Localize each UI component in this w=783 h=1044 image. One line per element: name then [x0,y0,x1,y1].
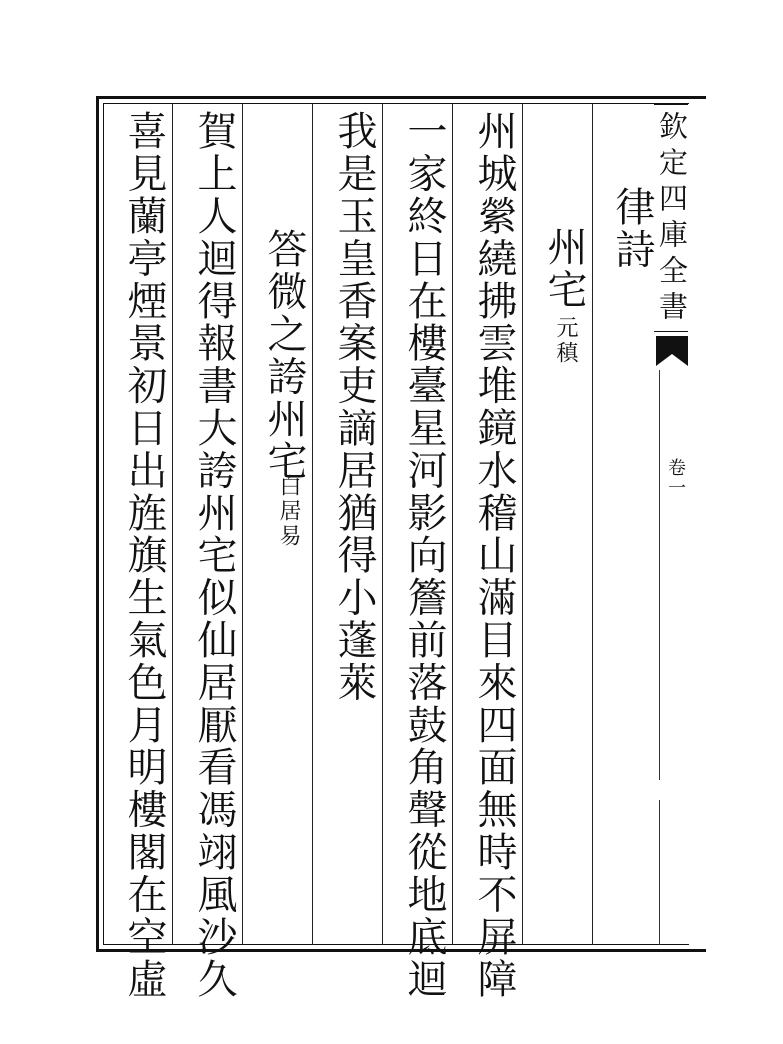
column-divider [592,104,593,945]
column-divider [382,104,383,945]
section-heading: 律詩 [609,186,655,271]
column-divider [312,104,313,945]
fish-tail-mark [656,336,688,366]
book-title: 欽定四庫全書 [655,111,689,327]
poem-title: 州宅 [541,226,587,311]
poem-author: 元稹 [553,316,578,366]
margin-title-box [654,104,688,332]
poem-line: 喜見蘭亭煙景初日出旌旗生氣色月明樓閣在空虛 [121,110,167,1001]
volume-label: 卷一 [665,458,686,498]
poem-line: 一家終日在樓臺星河影向簷前落鼓角聲從地底迴 [401,110,447,1001]
column-divider [172,104,173,945]
poem-title: 答微之誇州宅 [261,228,307,483]
column-divider [242,104,243,945]
poem-line: 賀上人迴得報書大誇州宅似仙居厭看馮翊風沙久 [191,110,237,1001]
column-divider [452,104,453,945]
column-divider [522,104,523,945]
poem-line: 州城縈繞拂雲堆鏡水稽山滿目來四面無時不屏障 [471,110,517,1001]
margin-rule [659,800,660,945]
poem-line: 我是玉皇香案吏謫居猶得小蓬萊 [331,110,377,704]
margin-rule [659,370,660,780]
poem-author: 白居易 [276,474,301,549]
